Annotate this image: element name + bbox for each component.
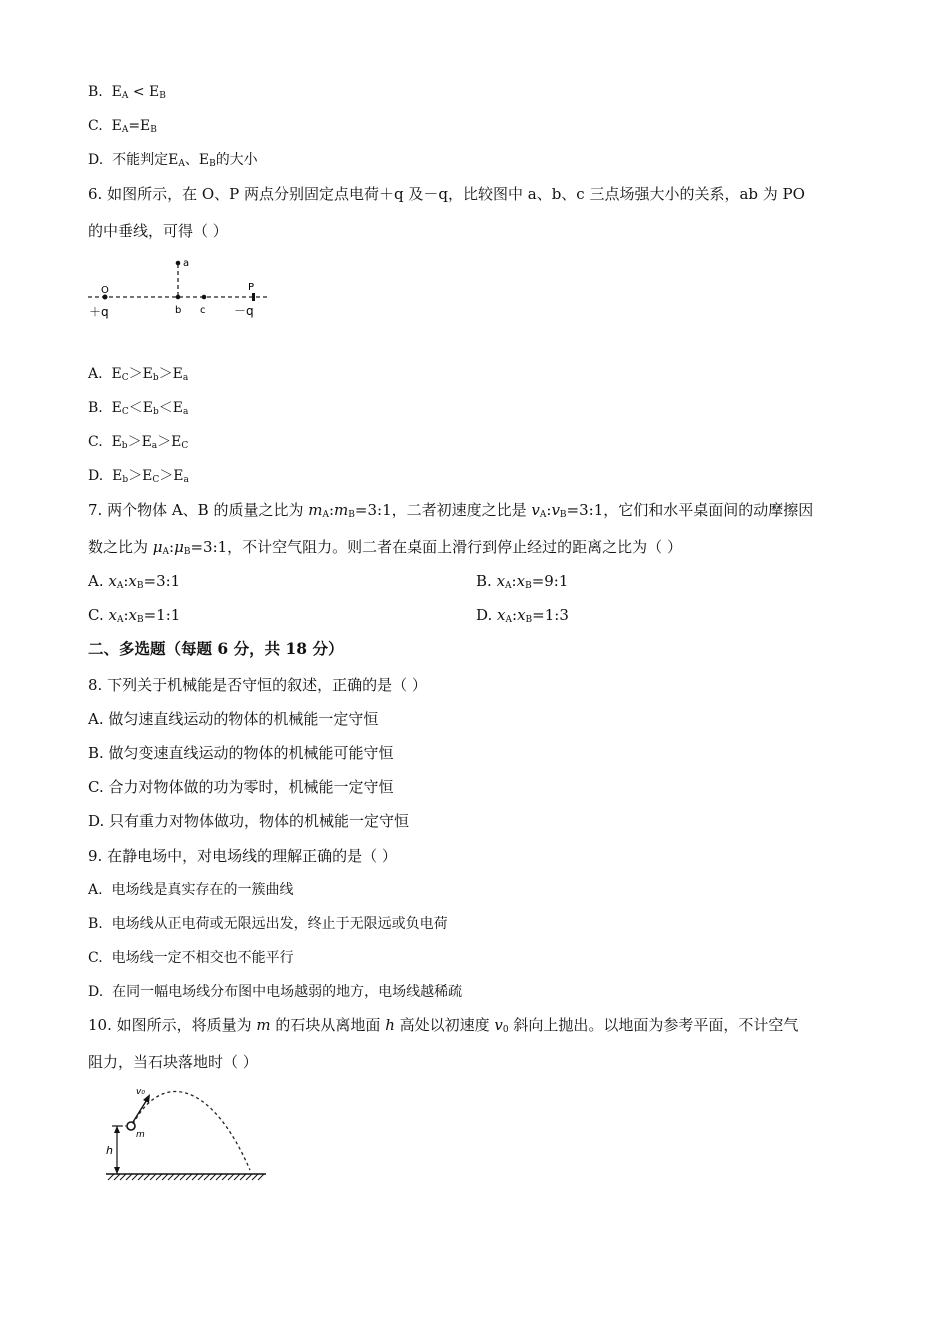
height-arrow-bottom [114, 1167, 120, 1174]
q8-option-d: D. 只有重力对物体做功，物体的机械能一定守恒 [88, 812, 410, 830]
ground-hatch [108, 1174, 264, 1180]
q7-option-d: D. $x_A:x_B=1:3$ [476, 606, 569, 625]
label-plus-q: ＋q [89, 305, 109, 319]
height-arrow-top [114, 1126, 120, 1133]
section-title: 二、多选题（每题 6 分，共 18 分） [88, 639, 344, 658]
q6-option-c: C. $E_b>E_a>E_C$ [88, 434, 189, 451]
point-a [176, 261, 181, 266]
point-p [252, 293, 255, 301]
q5-option-b: B. $E_A < E_B$ [88, 84, 166, 101]
q9-option-b: B. 电场线从正电荷或无限远出发，终止于无限远或负电荷 [88, 916, 448, 932]
trajectory [133, 1092, 250, 1170]
label-m: m [136, 1130, 145, 1140]
q9-stem: 9. 在静电场中，对电场线的理解正确的是（ ） [88, 847, 397, 865]
q9-option-a: A. 电场线是真实存在的一簇曲线 [88, 882, 294, 898]
q6-stem-line2: 的中垂线，可得（ ） [88, 222, 228, 240]
q5-option-c: C. $E_A=E_B$ [88, 118, 157, 135]
q10-stem-line2: 阻力，当石块落地时（ ） [88, 1053, 258, 1071]
q6-stem-line1: 6. 如图所示，在 O、P 两点分别固定点电荷＋q 及－q，比较图中 a、b、c 三点场强大小的关系，ab 为 PO [88, 185, 805, 203]
q10-stem-line1: 10. 如图所示，将质量为 m 的石块从离地面 h 高处以初速度 $v_0$ 斜向上抛出。以地面为参考平面，不计空气 [88, 1016, 799, 1035]
q6-option-a: A. $E_C>E_b>E_a$ [88, 366, 189, 383]
label-a: a [183, 258, 190, 269]
q8-option-b: B. 做匀变速直线运动的物体的机械能可能守恒 [88, 744, 394, 762]
label-p: P [248, 282, 255, 293]
q8-option-a: A. 做匀速直线运动的物体的机械能一定守恒 [88, 710, 379, 728]
q6-option-d: D. $E_b>E_C>E_a$ [88, 468, 189, 485]
q5-option-d: D. 不能判定$E_A$、$E_B$的大小 [88, 152, 258, 169]
label-h: h [106, 1144, 113, 1157]
label-o: O [101, 285, 109, 296]
q9-option-d: D. 在同一幅电场线分布图中电场越弱的地方，电场线越稀疏 [88, 984, 463, 1000]
point-b [176, 295, 181, 300]
q9-option-c: C. 电场线一定不相交也不能平行 [88, 950, 294, 966]
q10-figure [100, 1082, 275, 1186]
velocity-vector [133, 1098, 148, 1122]
label-c: c [200, 305, 206, 316]
q8-stem: 8. 下列关于机械能是否守恒的叙述，正确的是（ ） [88, 676, 427, 694]
q7-option-a: A. $x_A:x_B=3:1$ [88, 572, 181, 591]
q6-figure [86, 254, 286, 324]
label-b: b [175, 305, 182, 316]
q7-stem-line1: 7. 两个物体 A、B 的质量之比为 $m_A:m_B=3:1$，二者初速度之比是 $v_A:v_B=3:1$，它们和水平桌面间的动摩擦因 [88, 501, 814, 520]
label-minus-q: －q [234, 304, 254, 318]
q7-option-c: C. $x_A:x_B=1:1$ [88, 606, 181, 625]
label-v0: v₀ [136, 1087, 145, 1097]
q7-stem-line2: 数之比为 $\mu_A:\mu_B=3:1$，不计空气阻力。则二者在桌面上滑行到停止经过的距离之比为（ ） [88, 538, 682, 557]
q7-option-b: B. $x_A:x_B=9:1$ [476, 572, 569, 591]
q6-option-b: B. $E_C<E_b<E_a$ [88, 400, 189, 417]
q8-option-c: C. 合力对物体做的功为零时，机械能一定守恒 [88, 778, 394, 796]
point-c [202, 295, 207, 300]
